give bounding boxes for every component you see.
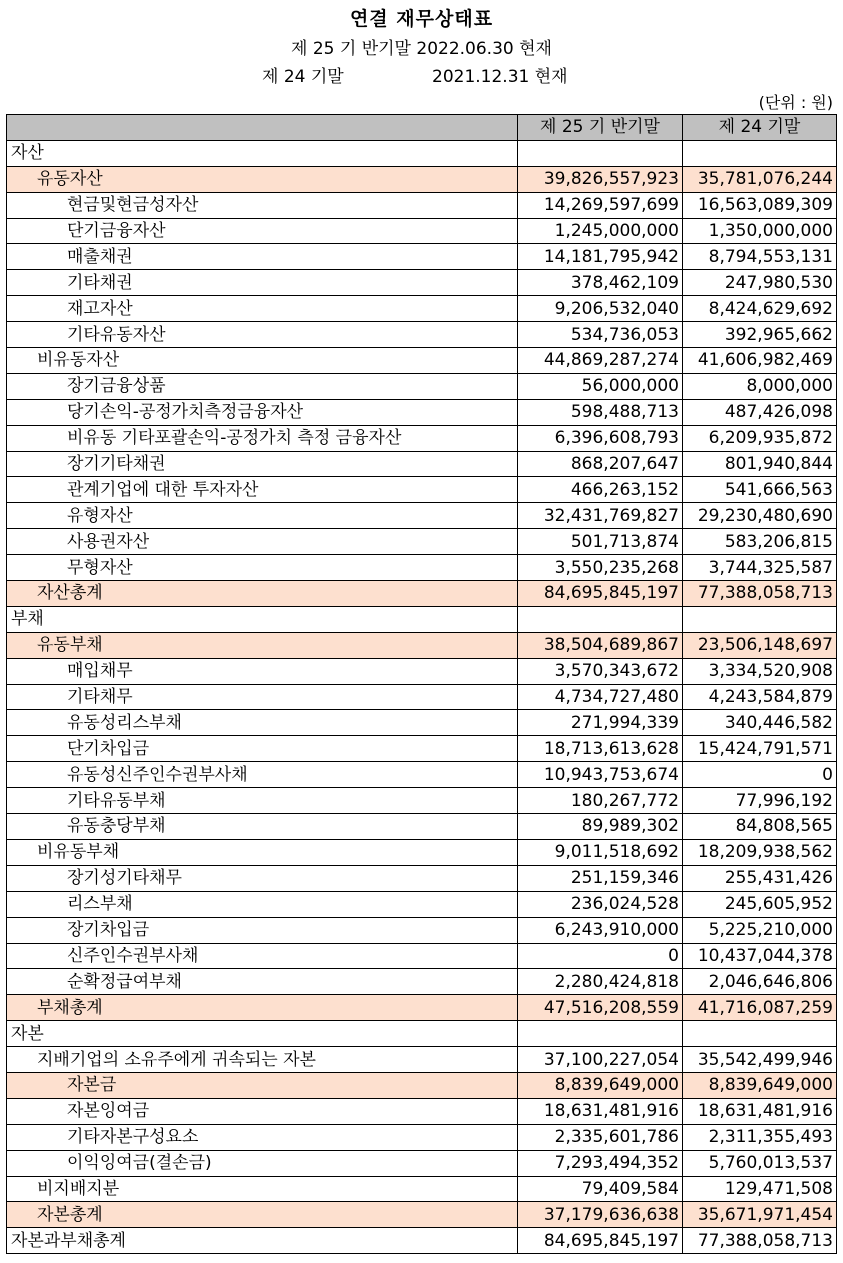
table-row	[7, 1072, 837, 1098]
table-row	[7, 1176, 837, 1202]
table-row	[7, 995, 837, 1021]
current-period-value: 44,869,287,274	[518, 348, 683, 374]
row-label: 자본금	[7, 1072, 518, 1098]
prior-period-value: 8,000,000	[683, 373, 837, 399]
current-period-value: 10,943,753,674	[518, 762, 683, 788]
current-period-value: 79,409,584	[518, 1176, 683, 1202]
table-row	[7, 1124, 837, 1150]
row-label: 매출채권	[7, 244, 518, 270]
table-row	[7, 425, 837, 451]
table-row	[7, 710, 837, 736]
prior-period-value: 2,046,646,806	[683, 969, 837, 995]
prior-period-value: 541,666,563	[683, 477, 837, 503]
row-label: 유동충당부채	[7, 814, 518, 840]
current-period-value: 598,488,713	[518, 399, 683, 425]
table-row	[7, 814, 837, 840]
prior-period-value: 18,631,481,916	[683, 1098, 837, 1124]
prior-period-value: 3,334,520,908	[683, 658, 837, 684]
current-period-value: 84,695,845,197	[518, 1228, 683, 1254]
prior-period-value: 18,209,938,562	[683, 839, 837, 865]
row-label: 무형자산	[7, 555, 518, 581]
table-row	[7, 581, 837, 607]
table-row	[7, 555, 837, 581]
row-label: 부채총계	[7, 995, 518, 1021]
table-row	[7, 684, 837, 710]
prior-period-value: 15,424,791,571	[683, 736, 837, 762]
row-label: 부채	[7, 606, 518, 632]
unit-label: (단위 : 원)	[758, 93, 833, 112]
row-label: 비유동자산	[7, 348, 518, 374]
current-period-value: 2,335,601,786	[518, 1124, 683, 1150]
current-period-value: 534,736,053	[518, 322, 683, 348]
row-label: 단기차입금	[7, 736, 518, 762]
header-current-period: 제 25 기 반기말	[518, 115, 683, 141]
header-item	[7, 115, 518, 141]
prior-period-value: 10,437,044,378	[683, 943, 837, 969]
current-period-value: 89,989,302	[518, 814, 683, 840]
prior-period-value: 340,446,582	[683, 710, 837, 736]
current-period-value: 32,431,769,827	[518, 503, 683, 529]
table-row	[7, 1202, 837, 1228]
current-period-value: 180,267,772	[518, 788, 683, 814]
row-label: 당기손익-공정가치측정금융자산	[7, 399, 518, 425]
prior-period-value: 35,781,076,244	[683, 166, 837, 192]
current-period-value: 6,243,910,000	[518, 917, 683, 943]
current-period-value: 18,713,613,628	[518, 736, 683, 762]
row-label: 순확정급여부채	[7, 969, 518, 995]
prior-period-value: 77,996,192	[683, 788, 837, 814]
prior-period-value: 35,542,499,946	[683, 1047, 837, 1073]
row-label: 장기차입금	[7, 917, 518, 943]
current-period-line: 제 25 기 반기말 2022.06.30 현재	[291, 39, 552, 59]
current-period-value: 38,504,689,867	[518, 632, 683, 658]
current-period-value	[518, 140, 683, 166]
row-label: 자산	[7, 140, 518, 166]
prior-period-value: 245,605,952	[683, 891, 837, 917]
row-label: 신주인수권부사채	[7, 943, 518, 969]
prior-period-value: 8,424,629,692	[683, 296, 837, 322]
row-label: 기타자본구성요소	[7, 1124, 518, 1150]
current-period-value: 37,179,636,638	[518, 1202, 683, 1228]
prior-period-value: 8,839,649,000	[683, 1072, 837, 1098]
row-label: 현금및현금성자산	[7, 192, 518, 218]
current-period-value: 37,100,227,054	[518, 1047, 683, 1073]
row-label: 비지배지분	[7, 1176, 518, 1202]
table-row	[7, 658, 837, 684]
prior-period-value: 129,471,508	[683, 1176, 837, 1202]
table-row	[7, 1047, 837, 1073]
prior-period-value: 84,808,565	[683, 814, 837, 840]
table-row	[7, 373, 837, 399]
row-label: 유동자산	[7, 166, 518, 192]
prior-period-value	[683, 140, 837, 166]
table-row	[7, 891, 837, 917]
table-row	[7, 632, 837, 658]
table-row	[7, 529, 837, 555]
table-row	[7, 503, 837, 529]
row-label: 비유동 기타포괄손익-공정가치 측정 금융자산	[7, 425, 518, 451]
table-row	[7, 399, 837, 425]
current-period-value: 501,713,874	[518, 529, 683, 555]
table-row	[7, 1150, 837, 1176]
row-label: 장기금융상품	[7, 373, 518, 399]
table-row	[7, 166, 837, 192]
prior-period-value: 41,606,982,469	[683, 348, 837, 374]
row-label: 자본총계	[7, 1202, 518, 1228]
prior-period-value: 16,563,089,309	[683, 192, 837, 218]
row-label: 자본	[7, 1021, 518, 1047]
table-row	[7, 788, 837, 814]
table-row	[7, 322, 837, 348]
row-label: 자본잉여금	[7, 1098, 518, 1124]
prior-period-value: 0	[683, 762, 837, 788]
row-label: 지배기업의 소유주에게 귀속되는 자본	[7, 1047, 518, 1073]
current-period-value: 2,280,424,818	[518, 969, 683, 995]
current-period-value: 84,695,845,197	[518, 581, 683, 607]
current-period-value: 18,631,481,916	[518, 1098, 683, 1124]
prior-period-value: 255,431,426	[683, 865, 837, 891]
prior-period-value: 1,350,000,000	[683, 218, 837, 244]
table-row	[7, 140, 837, 166]
table-row	[7, 1228, 837, 1254]
prior-period-value: 583,206,815	[683, 529, 837, 555]
current-period-value	[518, 1021, 683, 1047]
balance-sheet-table	[6, 114, 837, 1254]
table-row	[7, 736, 837, 762]
table-row	[7, 1021, 837, 1047]
prior-period-value	[683, 1021, 837, 1047]
current-period-value: 378,462,109	[518, 270, 683, 296]
row-label: 유동성리스부채	[7, 710, 518, 736]
table-row	[7, 969, 837, 995]
current-period-value: 56,000,000	[518, 373, 683, 399]
current-period-value: 1,245,000,000	[518, 218, 683, 244]
current-period-value: 14,269,597,699	[518, 192, 683, 218]
row-label: 기타유동부채	[7, 788, 518, 814]
prior-period-value: 77,388,058,713	[683, 1228, 837, 1254]
table-row	[7, 451, 837, 477]
prior-period-label: 제 24 기말	[262, 67, 344, 87]
current-period-value: 9,206,532,040	[518, 296, 683, 322]
prior-period-value: 801,940,844	[683, 451, 837, 477]
statement-title: 연결 재무상태표	[349, 8, 494, 30]
prior-period-value: 3,744,325,587	[683, 555, 837, 581]
current-period-value: 3,550,235,268	[518, 555, 683, 581]
current-period-value: 0	[518, 943, 683, 969]
row-label: 매입채무	[7, 658, 518, 684]
row-label: 비유동부채	[7, 839, 518, 865]
table-row	[7, 218, 837, 244]
current-period-value: 9,011,518,692	[518, 839, 683, 865]
row-label: 재고자산	[7, 296, 518, 322]
prior-period-value: 23,506,148,697	[683, 632, 837, 658]
row-label: 자산총계	[7, 581, 518, 607]
table-row	[7, 192, 837, 218]
current-period-value: 14,181,795,942	[518, 244, 683, 270]
table-row	[7, 244, 837, 270]
current-period-value: 236,024,528	[518, 891, 683, 917]
prior-period-value: 2,311,355,493	[683, 1124, 837, 1150]
prior-period-value: 487,426,098	[683, 399, 837, 425]
current-period-value: 4,734,727,480	[518, 684, 683, 710]
current-period-value: 47,516,208,559	[518, 995, 683, 1021]
row-label: 기타채권	[7, 270, 518, 296]
row-label: 유동부채	[7, 632, 518, 658]
current-period-value: 39,826,557,923	[518, 166, 683, 192]
table-row	[7, 839, 837, 865]
prior-period-value: 35,671,971,454	[683, 1202, 837, 1228]
table-row	[7, 762, 837, 788]
prior-period-value: 247,980,530	[683, 270, 837, 296]
header-prior-period: 제 24 기말	[683, 115, 837, 141]
row-label: 유형자산	[7, 503, 518, 529]
prior-period-value: 392,965,662	[683, 322, 837, 348]
row-label: 리스부채	[7, 891, 518, 917]
row-label: 기타유동자산	[7, 322, 518, 348]
current-period-value: 251,159,346	[518, 865, 683, 891]
table-header-row	[7, 115, 837, 141]
row-label: 단기금융자산	[7, 218, 518, 244]
prior-period-value: 4,243,584,879	[683, 684, 837, 710]
row-label: 장기기타채권	[7, 451, 518, 477]
table-row	[7, 270, 837, 296]
current-period-value: 466,263,152	[518, 477, 683, 503]
prior-period-value	[683, 606, 837, 632]
table-row	[7, 865, 837, 891]
table-body	[7, 140, 837, 1253]
current-period-value	[518, 606, 683, 632]
row-label: 관계기업에 대한 투자자산	[7, 477, 518, 503]
table-row	[7, 606, 837, 632]
table-row	[7, 477, 837, 503]
prior-period-value: 29,230,480,690	[683, 503, 837, 529]
row-label: 장기성기타채무	[7, 865, 518, 891]
current-period-value: 7,293,494,352	[518, 1150, 683, 1176]
row-label: 자본과부채총계	[7, 1228, 518, 1254]
table-row	[7, 943, 837, 969]
current-period-value: 6,396,608,793	[518, 425, 683, 451]
current-period-value: 271,994,339	[518, 710, 683, 736]
row-label: 이익잉여금(결손금)	[7, 1150, 518, 1176]
prior-period-value: 6,209,935,872	[683, 425, 837, 451]
row-label: 유동성신주인수권부사채	[7, 762, 518, 788]
prior-period-value: 5,760,013,537	[683, 1150, 837, 1176]
table-row	[7, 917, 837, 943]
prior-period-date: 2021.12.31 현재	[432, 67, 568, 87]
row-label: 기타채무	[7, 684, 518, 710]
prior-period-value: 77,388,058,713	[683, 581, 837, 607]
table-row	[7, 1098, 837, 1124]
current-period-value: 3,570,343,672	[518, 658, 683, 684]
prior-period-value: 41,716,087,259	[683, 995, 837, 1021]
current-period-value: 868,207,647	[518, 451, 683, 477]
table-row	[7, 296, 837, 322]
prior-period-value: 8,794,553,131	[683, 244, 837, 270]
row-label: 사용권자산	[7, 529, 518, 555]
prior-period-value: 5,225,210,000	[683, 917, 837, 943]
table-row	[7, 348, 837, 374]
current-period-value: 8,839,649,000	[518, 1072, 683, 1098]
